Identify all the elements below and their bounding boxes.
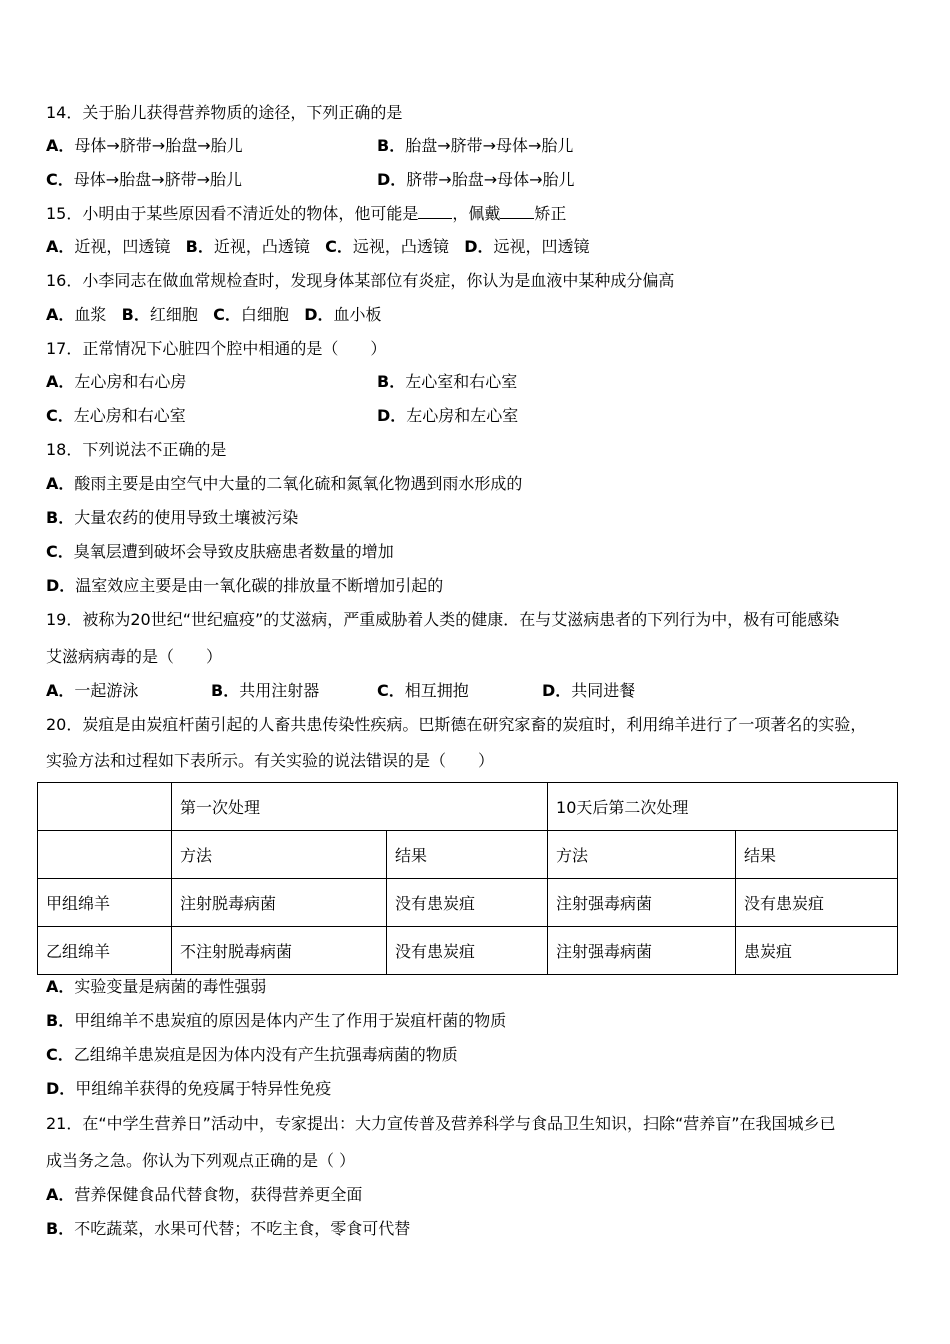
option-label: A． bbox=[46, 305, 75, 324]
option-label: A． bbox=[46, 977, 75, 996]
q18-option-c bbox=[46, 542, 394, 562]
table-cell: 没有患炭疽 bbox=[736, 879, 898, 927]
table-cell: 甲组绵羊 bbox=[38, 879, 172, 927]
option-label: D． bbox=[377, 170, 407, 189]
q20-stem-line2: 实验方法和过程如下表所示。有关实验的说法错误的是（ ） bbox=[46, 751, 495, 770]
option-label: B． bbox=[377, 372, 406, 391]
option-text: 远视，凹透镜 bbox=[493, 237, 590, 256]
option-label: D． bbox=[46, 576, 76, 595]
q19-stem-line1: 19．被称为20世纪“世纪瘟疫”的艾滋病，严重威胁着人类的健康．在与艾滋病患者的下列行为中，极有可能感染 bbox=[46, 610, 840, 629]
option-text: 乙组绵羊患炭疽是因为体内没有产生抗强毒病菌的物质 bbox=[73, 1045, 458, 1064]
q15-stem bbox=[46, 204, 566, 224]
table-row bbox=[38, 831, 898, 879]
option-label: A． bbox=[46, 372, 75, 391]
option-text: 左心房和右心房 bbox=[74, 372, 187, 391]
q17-option-d bbox=[377, 406, 518, 426]
table-cell: 注射强毒病菌 bbox=[548, 879, 736, 927]
q18-option-b bbox=[46, 508, 298, 528]
option-label: D． bbox=[46, 1079, 76, 1098]
q19-option-d bbox=[542, 681, 635, 701]
option-text: 臭氧层遭到破坏会导致皮肤癌患者数量的增加 bbox=[73, 542, 394, 561]
table-cell: 不注射脱毒病菌 bbox=[172, 927, 387, 975]
option-label: A． bbox=[46, 237, 75, 256]
option-text: 白细胞 bbox=[240, 305, 289, 324]
option-text: 一起游泳 bbox=[74, 681, 139, 700]
option-text: 共同进餐 bbox=[571, 681, 636, 700]
option-text: 共用注射器 bbox=[239, 681, 320, 700]
q15-stem-part-a: 15．小明由于某些原因看不清近处的物体，他可能是 bbox=[46, 204, 419, 223]
option-text: 红细胞 bbox=[149, 305, 198, 324]
q20-stem-line1: 20．炭疽是由炭疽杆菌引起的人畜共患传染性疾病。巴斯德在研究家畜的炭疽时，利用绵羊进行了一项著名的实验， bbox=[46, 715, 867, 734]
q21-option-a bbox=[46, 1185, 362, 1205]
q17-option-a bbox=[46, 372, 186, 392]
option-text: 温室效应主要是由一氧化碳的排放量不断增加引起的 bbox=[75, 576, 444, 595]
q18-option-a bbox=[46, 474, 522, 494]
option-text: 左心室和右心室 bbox=[405, 372, 518, 391]
q15-stem-part-b: ，佩戴 bbox=[452, 204, 501, 223]
q17-stem: 17．正常情况下心脏四个腔中相通的是（ ） bbox=[46, 339, 387, 358]
q17-option-b bbox=[377, 372, 517, 392]
q20-option-b bbox=[46, 1011, 506, 1031]
option-text: 近视，凹透镜 bbox=[74, 237, 171, 256]
option-label: B． bbox=[46, 1011, 75, 1030]
table-row bbox=[38, 879, 898, 927]
option-text: 远视，凸透镜 bbox=[352, 237, 449, 256]
option-label: C． bbox=[213, 305, 241, 324]
table-cell: 乙组绵羊 bbox=[38, 927, 172, 975]
table-subheader: 结果 bbox=[736, 831, 898, 879]
q19-option-c bbox=[377, 681, 469, 701]
option-label: D． bbox=[542, 681, 572, 700]
table-cell: 注射强毒病菌 bbox=[548, 927, 736, 975]
option-text: 营养保健食品代替食物，获得营养更全面 bbox=[74, 1185, 363, 1204]
option-text: 母体→胎盘→脐带→胎儿 bbox=[73, 170, 242, 189]
table-row bbox=[38, 783, 898, 831]
option-text: 酸雨主要是由空气中大量的二氧化硫和氮氧化物遇到雨水形成的 bbox=[74, 474, 523, 493]
option-label: A． bbox=[46, 136, 75, 155]
q19-stem-line2: 艾滋病病毒的是（ ） bbox=[46, 647, 223, 666]
q16-options bbox=[46, 305, 382, 325]
option-text: 胎盘→脐带→母体→胎儿 bbox=[405, 136, 574, 155]
table-cell: 注射脱毒病菌 bbox=[172, 879, 387, 927]
q20-option-c bbox=[46, 1045, 458, 1065]
option-label: A． bbox=[46, 1185, 75, 1204]
q21-stem-line1: 21．在“中学生营养日”活动中，专家提出：大力宣传普及营养科学与食品卫生知识，扫除“营养盲”在我国城乡已 bbox=[46, 1114, 836, 1133]
option-text: 甲组绵羊不患炭疽的原因是体内产生了作用于炭疽杆菌的物质 bbox=[74, 1011, 507, 1030]
q18-option-d bbox=[46, 576, 443, 596]
q14-option-c bbox=[46, 170, 242, 190]
table-cell bbox=[38, 783, 172, 831]
option-text: 甲组绵羊获得的免疫属于特异性免疫 bbox=[75, 1079, 332, 1098]
option-text: 近视，凸透镜 bbox=[213, 237, 310, 256]
option-text: 母体→脐带→胎盘→胎儿 bbox=[74, 136, 243, 155]
option-label: B． bbox=[211, 681, 240, 700]
option-text: 实验变量是病菌的毒性强弱 bbox=[74, 977, 267, 996]
option-label: A． bbox=[46, 681, 75, 700]
q14-option-a bbox=[46, 136, 243, 156]
option-label: C． bbox=[46, 1045, 74, 1064]
table-header-second: 10天后第二次处理 bbox=[548, 783, 898, 831]
q14-option-d bbox=[377, 170, 575, 190]
q18-stem: 18．下列说法不正确的是 bbox=[46, 440, 227, 459]
table-subheader: 方法 bbox=[172, 831, 387, 879]
experiment-table bbox=[37, 782, 898, 975]
q16-stem: 16．小李同志在做血常规检查时，发现身体某部位有炎症，你认为是血液中某种成分偏高 bbox=[46, 271, 675, 290]
table-row bbox=[38, 927, 898, 975]
table-cell bbox=[38, 831, 172, 879]
q21-stem-line2: 成当务之急。你认为下列观点正确的是（ ） bbox=[46, 1151, 356, 1170]
answer-blank bbox=[500, 204, 534, 219]
option-label: A． bbox=[46, 474, 75, 493]
option-text: 血小板 bbox=[333, 305, 382, 324]
q14-stem: 14．关于胎儿获得营养物质的途径，下列正确的是 bbox=[46, 103, 403, 122]
q20-option-d bbox=[46, 1079, 331, 1099]
option-label: C． bbox=[325, 237, 353, 256]
answer-blank bbox=[418, 204, 452, 219]
option-text: 大量农药的使用导致土壤被污染 bbox=[74, 508, 299, 527]
table-subheader: 结果 bbox=[387, 831, 548, 879]
table-subheader: 方法 bbox=[548, 831, 736, 879]
option-text: 不吃蔬菜，水果可代替；不吃主食，零食可代替 bbox=[74, 1219, 411, 1238]
option-text: 左心房和左心室 bbox=[406, 406, 519, 425]
option-text: 相互拥抱 bbox=[404, 681, 469, 700]
option-label: C． bbox=[46, 170, 74, 189]
option-label: D． bbox=[304, 305, 334, 324]
option-text: 血浆 bbox=[74, 305, 107, 324]
option-label: B． bbox=[185, 237, 214, 256]
option-label: C． bbox=[46, 542, 74, 561]
option-label: B． bbox=[377, 136, 406, 155]
option-text: 脐带→胎盘→母体→胎儿 bbox=[406, 170, 575, 189]
table-cell: 没有患炭疽 bbox=[387, 879, 548, 927]
q19-option-a bbox=[46, 681, 138, 701]
table-cell: 没有患炭疽 bbox=[387, 927, 548, 975]
q20-option-a bbox=[46, 977, 266, 997]
option-label: B． bbox=[46, 508, 75, 527]
option-label: D． bbox=[377, 406, 407, 425]
q14-option-b bbox=[377, 136, 573, 156]
table-cell: 患炭疽 bbox=[736, 927, 898, 975]
option-text: 左心房和右心室 bbox=[73, 406, 186, 425]
option-label: B． bbox=[121, 305, 150, 324]
q15-options bbox=[46, 237, 590, 257]
q19-option-b bbox=[211, 681, 319, 701]
q17-option-c bbox=[46, 406, 186, 426]
option-label: B． bbox=[46, 1219, 75, 1238]
table-header-first: 第一次处理 bbox=[172, 783, 548, 831]
option-label: D． bbox=[464, 237, 494, 256]
option-label: C． bbox=[377, 681, 405, 700]
option-label: C． bbox=[46, 406, 74, 425]
q15-stem-part-c: 矫正 bbox=[534, 204, 567, 223]
q21-option-b bbox=[46, 1219, 410, 1239]
